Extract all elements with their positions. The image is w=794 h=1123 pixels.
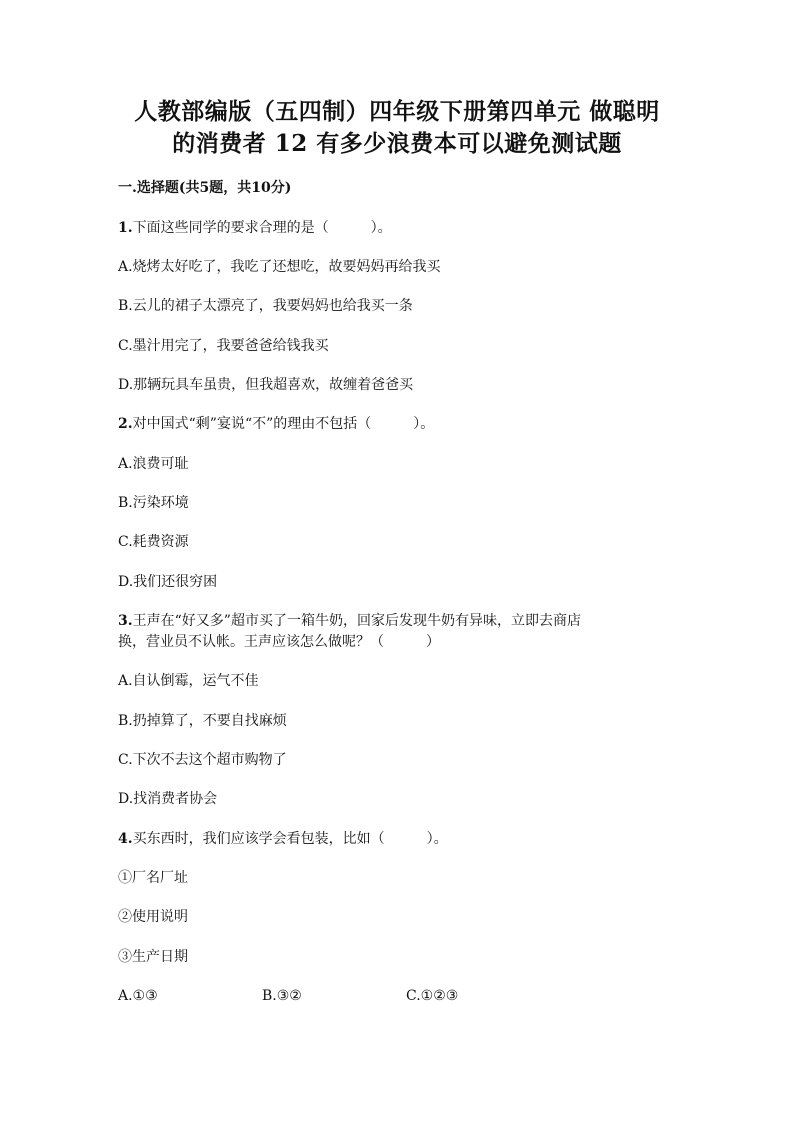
- question-1-option-b: B.云儿的裙子太漂亮了，我要妈妈也给我买一条: [118, 298, 413, 314]
- question-text: 王声在“好又多”超市买了一箱牛奶，回家后发现牛奶有异味，立即去商店: [132, 613, 581, 629]
- question-number: 1.: [118, 220, 133, 236]
- section-heading: 一.选择题(共5题，共10分): [118, 180, 292, 196]
- question-1-option-a: A.烧烤太好吃了，我吃了还想吃，故要妈妈再给我买: [118, 259, 441, 275]
- question-text: 买东西时，我们应该学会看包装，比如（ ）。: [132, 831, 448, 847]
- question-4-option-a: A.①③: [118, 988, 158, 1004]
- question-4-item-1: ①厂名厂址: [118, 870, 188, 886]
- question-text: 下面这些同学的要求合理的是（ ）。: [132, 220, 392, 236]
- question-number: 3.: [118, 613, 133, 629]
- question-3-stem: [118, 611, 708, 631]
- question-text: 对中国式“剩”宴说“不”的理由不包括（ ）。: [132, 416, 435, 432]
- question-3-stem-continued: 换，营业员不认帐。王声应该怎么做呢？（ ）: [118, 634, 440, 650]
- question-4-item-3: ③生产日期: [118, 949, 188, 965]
- question-3-option-d: D.找消费者协会: [118, 791, 218, 807]
- question-4-options: [118, 986, 708, 1006]
- question-3-option-b: B.扔掉算了，不要自找麻烦: [118, 713, 287, 729]
- question-2-stem: [118, 414, 708, 434]
- question-1-stem: [118, 218, 708, 238]
- question-1-option-c: C.墨汁用完了，我要爸爸给钱我买: [118, 338, 329, 354]
- question-3-option-c: C.下次不去这个超市购物了: [118, 752, 287, 768]
- question-2-option-c: C.耗费资源: [118, 534, 189, 550]
- question-2-option-d: D.我们还很穷困: [118, 574, 218, 590]
- question-4-stem: [118, 829, 708, 849]
- question-4-option-c: C.①②③: [406, 988, 459, 1004]
- question-4-item-2: ②使用说明: [118, 909, 188, 925]
- question-1-option-d: D.那辆玩具车虽贵，但我超喜欢，故缠着爸爸买: [118, 377, 414, 393]
- question-number: 2.: [118, 416, 133, 432]
- question-3-option-a: A.自认倒霉，运气不佳: [118, 673, 259, 689]
- page-title-line-2: 的消费者 12 有多少浪费本可以避免测试题: [172, 130, 622, 157]
- question-number: 4.: [118, 831, 133, 847]
- question-2-option-a: A.浪费可耻: [118, 456, 189, 472]
- question-4-option-b: B.③②: [262, 988, 302, 1004]
- page-title-line-1: 人教部编版（五四制）四年级下册第四单元 做聪明: [134, 98, 660, 125]
- question-2-option-b: B.污染环境: [118, 495, 189, 511]
